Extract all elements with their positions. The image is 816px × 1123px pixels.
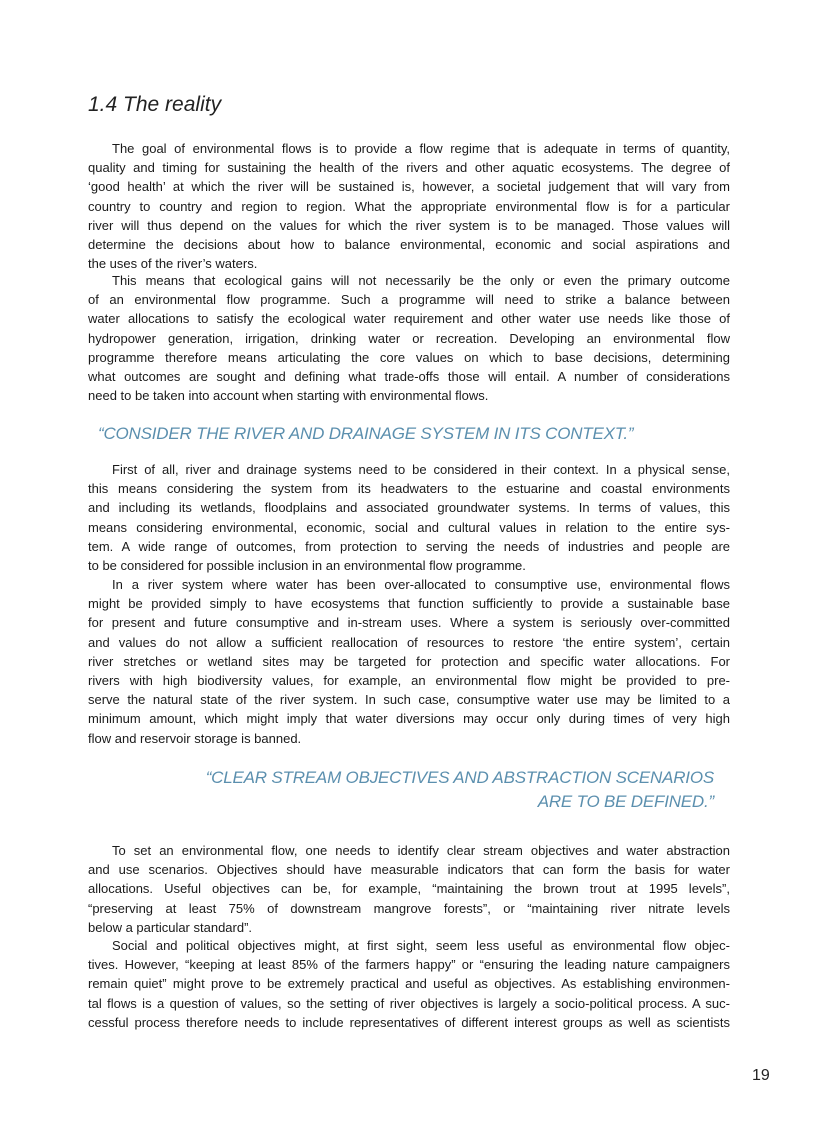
text-line: for present and future consumptive and in-stream uses. Where a system is seriously over-committed (88, 615, 730, 631)
text-line: water allocations to satisfy the ecological water requirement and other water use needs like those of (88, 311, 730, 327)
text-line: minimum amount, which might imply that water diversions may occur only during times of very high (88, 711, 730, 727)
text-line: tal flows is a question of values, so the setting of river objectives is largely a socio-political process. A suc- (88, 995, 730, 1011)
paragraph (88, 841, 730, 937)
text-line: cessful process therefore needs to include representatives of different interest groups as well as scientists (88, 1014, 730, 1030)
pull-quote-line: ARE TO BE DEFINED.” (537, 792, 714, 811)
text-line: allocations. Useful objectives can be, for example, “maintaining the brown trout at 1995 levels”, (88, 881, 730, 897)
paragraph (88, 139, 730, 273)
text-line: might be provided simply to have ecosystems that function sufficiently to provide a sustainable base (88, 596, 730, 612)
text-line: tem. A wide range of outcomes, from protection to serving the needs of industries and people are (88, 538, 730, 554)
text-line: to be considered for possible inclusion in an environmental flow programme. (88, 557, 526, 573)
pull-quote-objectives (206, 766, 714, 814)
paragraph (88, 936, 730, 1032)
text-line: quality and timing for sustaining the health of the rivers and other aquatic ecosystems. The degree of (88, 160, 730, 176)
text-line: determine the decisions about how to balance environmental, economic and social aspirations and (88, 236, 730, 252)
text-line: hydropower generation, irrigation, drinking water or recreation. Developing an environmental flow (88, 330, 730, 346)
text-line: and values do not allow a sufficient reallocation of resources to restore ‘the entire system’, certain (88, 634, 730, 650)
text-line: the uses of the river’s waters. (88, 256, 258, 272)
text-line: of an environmental flow programme. Such a programme will need to strike a balance between (88, 292, 730, 308)
pull-quote-line: “CLEAR STREAM OBJECTIVES AND ABSTRACTION SCENARIOS (205, 768, 714, 787)
text-line: tives. However, “keeping at least 85% of the farmers happy” or “ensuring the leading nature campaigners (88, 957, 730, 973)
text-line: means considering environmental, economic, social and cultural values in relation to the entire sys- (88, 519, 730, 535)
text-line: this means considering the system from its headwaters to the estuarine and coastal environments (88, 481, 730, 497)
text-line: programme therefore means articulating the core values on which to base decisions, determining (88, 349, 730, 365)
text-line: This means that ecological gains will not necessarily be the only or even the primary outcome (112, 273, 730, 288)
text-line: rivers with high biodiversity values, for example, an environmental flow might be provided to pre- (88, 672, 730, 688)
paragraph (88, 460, 730, 575)
text-line: remain quiet” might prove to be extremely practical and useful as objectives. As establishing environmen- (88, 976, 730, 992)
text-line: serve the natural state of the river system. In such case, consumptive water use may be limited to a (88, 692, 730, 708)
text-line: country to country and region to region. What the appropriate environmental flow is for a particular (88, 198, 730, 214)
text-line: and including its wetlands, floodplains and associated groundwater systems. In terms of values, this (88, 500, 730, 516)
text-line: “preserving at least 75% of downstream mangrove forests”, or “maintaining river nitrate levels (88, 900, 730, 916)
text-line: ‘good health’ at which the river will be sustained is, however, a societal judgement that will vary from (88, 179, 730, 195)
text-line: The goal of environmental flows is to provide a flow regime that is adequate in terms of quantity, (112, 141, 730, 156)
text-line: below a particular standard”. (88, 919, 253, 935)
text-line: Social and political objectives might, at first sight, seem less useful as environmental flow objec- (112, 938, 730, 953)
text-line: need to be taken into account when starting with environmental flows. (88, 388, 489, 404)
pull-quote-context (98, 424, 633, 444)
paragraph (88, 575, 730, 748)
page-number: 19 (752, 1067, 770, 1084)
text-line: river stretches or wetland sites may be targeted for protection and specific water allocations. For (88, 653, 730, 669)
pull-quote-line: “CONSIDER THE RIVER AND DRAINAGE SYSTEM IN ITS CONTEXT.” (98, 424, 634, 443)
text-line: what outcomes are sought and defining what trade-offs those will entail. A number of considerations (88, 368, 730, 384)
paragraph (88, 271, 730, 405)
text-line: and use scenarios. Objectives should have measurable indicators that can form the basis for water (88, 862, 730, 878)
section-heading: 1.4 The reality (88, 93, 222, 116)
text-line: river will thus depend on the values for which the river system is to be managed. Those values will (88, 217, 730, 233)
text-line: In a river system where water has been over-allocated to consumptive use, environmental flows (112, 577, 730, 592)
text-line: To set an environmental flow, one needs to identify clear stream objectives and water abstraction (112, 843, 730, 858)
text-line: flow and reservoir storage is banned. (88, 730, 302, 746)
text-line: First of all, river and drainage systems need to be considered in their context. In a physical sense, (112, 462, 730, 477)
